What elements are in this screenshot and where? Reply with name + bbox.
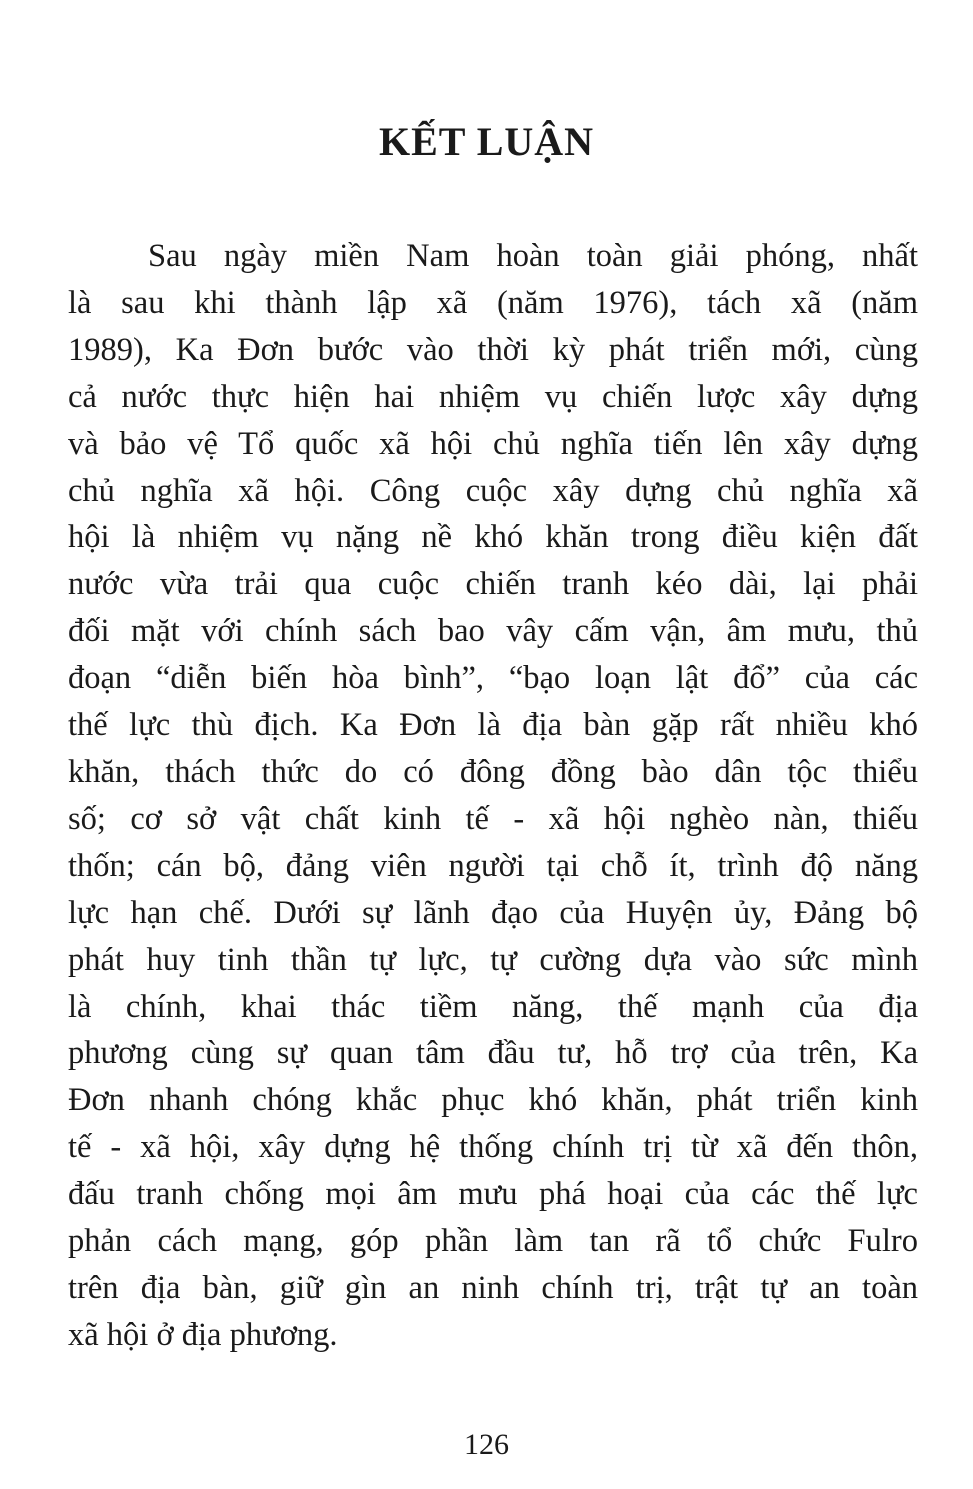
paragraph-line: là chính, khai thác tiềm năng, thế mạnh của địa — [68, 988, 918, 1025]
paragraph-line: tế - xã hội, xây dựng hệ thống chính trị từ xã đến thôn, — [68, 1129, 918, 1166]
paragraph-line: phản cách mạng, góp phần làm tan rã tổ chức Fulro — [68, 1223, 918, 1260]
paragraph-line: là sau khi thành lập xã (năm 1976), tách xã (năm — [68, 284, 918, 321]
paragraph-line: đối mặt với chính sách bao vây cấm vận, âm mưu, thủ — [68, 613, 918, 650]
paragraph-line: hội là nhiệm vụ nặng nề khó khăn trong điều kiện đất — [68, 519, 918, 556]
paragraph-line: chủ nghĩa xã hội. Công cuộc xây dựng chủ nghĩa xã — [68, 472, 918, 509]
paragraph-line: thế lực thù địch. Ka Đơn là địa bàn gặp rất nhiều khó — [68, 707, 918, 744]
paragraph-line: số; cơ sở vật chất kinh tế - xã hội nghèo nàn, thiếu — [68, 800, 918, 837]
paragraph-line: Đơn nhanh chóng khắc phục khó khăn, phát triển kinh — [68, 1082, 918, 1119]
paragraph-line: phát huy tinh thần tự lực, tự cường dựa vào sức mình — [68, 941, 918, 978]
paragraph-line: nước vừa trải qua cuộc chiến tranh kéo dài, lại phải — [68, 566, 918, 603]
paragraph-line: 1989), Ka Đơn bước vào thời kỳ phát triển mới, cùng — [68, 331, 918, 368]
paragraph-line: lực hạn chế. Dưới sự lãnh đạo của Huyện ủy, Đảng bộ — [68, 894, 918, 931]
paragraph-line: thốn; cán bộ, đảng viên người tại chỗ ít, trình độ năng — [68, 847, 918, 884]
page-number: 126 — [464, 1428, 509, 1461]
paragraph-line: và bảo vệ Tổ quốc xã hội chủ nghĩa tiến lên xây dựng — [68, 425, 918, 462]
paragraph-line: đoạn “diễn biến hòa bình”, “bạo loạn lật đổ” của các — [68, 660, 918, 697]
body-paragraph — [68, 233, 918, 1359]
paragraph-line: đấu tranh chống mọi âm mưu phá hoại của các thế lực — [68, 1176, 918, 1213]
page-title: KẾT LUẬN — [378, 119, 595, 164]
paragraph-line: cả nước thực hiện hai nhiệm vụ chiến lược xây dựng — [68, 378, 918, 415]
paragraph-line: Sau ngày miền Nam hoàn toàn giải phóng, nhất — [148, 238, 918, 274]
paragraph-line: xã hội ở địa phương. — [68, 1316, 338, 1353]
paragraph-line: trên địa bàn, giữ gìn an ninh chính trị, trật tự an toàn — [68, 1269, 918, 1306]
paragraph-line: khăn, thách thức do có đông đồng bào dân tộc thiểu — [68, 753, 918, 790]
paragraph-line: phương cùng sự quan tâm đầu tư, hỗ trợ của trên, Ka — [68, 1035, 918, 1072]
